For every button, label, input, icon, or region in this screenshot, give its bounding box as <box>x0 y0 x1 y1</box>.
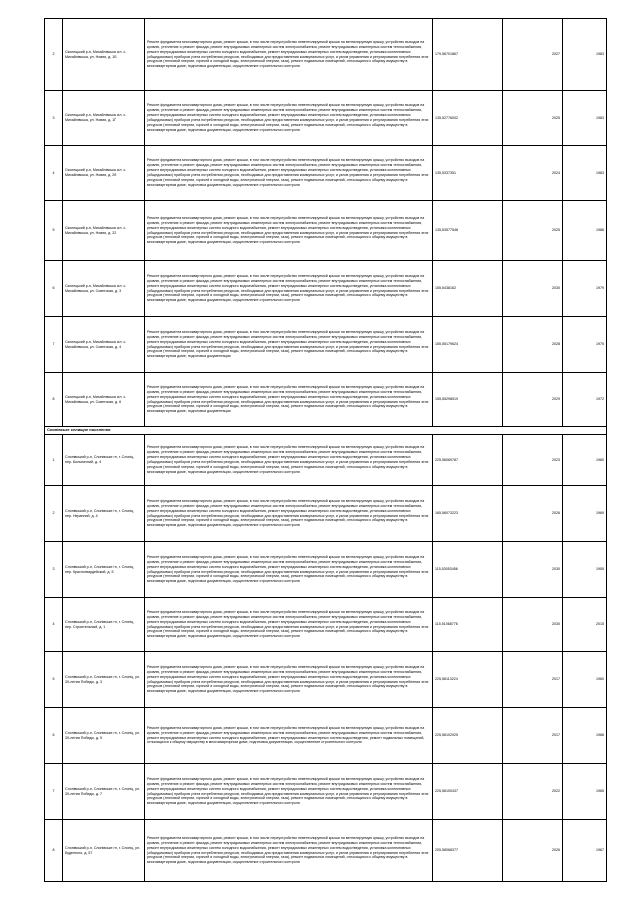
row-built: 1955 <box>563 542 607 598</box>
row-works: Ремонт фундамента многоквартирного дома, ремонт крыши, в том числе переустройство невентилируемой крыши на вентилируемую крышу, устройство выходов на кровлю, утепление и ремонт фасада, ремонт внутридомовых инженерных систем электроснабжения, ремонт внутридомовых инженерных систем теплоснабжения, ремонт внутридомовых инженерных систем холодного водоснабжения, ремонт внутридомовых инженерных систем водоотведения, установка коллективных (общедомовых) приборов учета потребления ресурсов, необходимых для предоставления коммунальных услуг, и узлов управления и регулирования потребления этих ресурсов (тепловой энергии, горячей и холодной воды, электрической энергии, газа), ремонт подвальных помещений, относящихся к общему имуществу в многоквартирном доме, подготовка документации, осуществление строительного контроля <box>145 146 433 201</box>
table-row <box>45 317 607 373</box>
row-number: 3 <box>45 542 63 598</box>
table-body <box>45 19 607 882</box>
table-row <box>45 373 607 427</box>
row-cost: 225,56069787 <box>433 435 503 486</box>
row-cost: 135,52776002 <box>433 91 503 146</box>
row-number: 7 <box>45 764 63 820</box>
row-address: Сколецький р-н, Михайлівська сіл. с. Михайлівська, ул. Советская, д. 3 <box>63 261 145 317</box>
row-year: 2022 <box>503 764 563 820</box>
row-cost: 165,56073223 <box>433 486 503 542</box>
table-row <box>45 91 607 146</box>
row-year: 2017 <box>503 708 563 764</box>
row-built: 1975 <box>563 317 607 373</box>
row-address: Слонівський р-н, Слонівське гп, г. Слонің, пер. Нерапний, д. 4 <box>63 486 145 542</box>
row-built: 1983 <box>563 146 607 201</box>
row-number: 6 <box>45 708 63 764</box>
row-built: 1979 <box>563 261 607 317</box>
table-row <box>45 652 607 708</box>
row-year: 2024 <box>503 146 563 201</box>
row-built: 1967 <box>563 820 607 882</box>
row-works: Ремонт фундамента многоквартирного дома, ремонт крыши, в том числе переустройство невентилируемой крыши на вентилируемую крышу, устройство выходов на кровлю, утепление и ремонт фасада, ремонт внутридомовых инженерных систем электроснабжения, ремонт внутридомовых инженерных систем теплоснабжения, ремонт внутридомовых инженерных систем холодного водоснабжения, ремонт внутридомовых инженерных систем водоотведения, установка коллективных (общедомовых) приборов учета потребления ресурсов, необходимых для предоставления коммунальных услуг, и узлов управления и регулирования потребления этих ресурсов (тепловой энергии, горячей и холодной воды, электрической энергии, газа), ремонт подвальных помещений, относящихся к общему имуществу в многоквартирном доме, подготовка документации <box>145 373 433 427</box>
row-built: 1960 <box>563 435 607 486</box>
capital-repair-table <box>44 18 607 882</box>
table-row <box>45 598 607 652</box>
row-cost: 225,56100437 <box>433 764 503 820</box>
row-year: 2025 <box>503 201 563 261</box>
row-year: 2027 <box>503 19 563 91</box>
row-built: 1965 <box>563 764 607 820</box>
row-address: Слонівський р-н, Слонівське гп, г. Слонің, пер. Красногвардейский, д. 5 <box>63 542 145 598</box>
table-row <box>45 261 607 317</box>
row-cost: 155,5438162 <box>433 261 503 317</box>
row-year: 2026 <box>503 820 563 882</box>
row-built: 1972 <box>563 373 607 427</box>
table-row <box>45 201 607 261</box>
row-address: Сколецький р-н, Михайлівська сіл. с. Михайлівська, ул. Новия, д. 1Ґ <box>63 91 145 146</box>
row-address: Слонівський р-н, Слонівське гп, г. Слонің, ул. 30-летия Победы, д. 3 <box>63 652 145 708</box>
row-number: 2 <box>45 486 63 542</box>
row-cost: 205,58068377 <box>433 820 503 882</box>
table-row <box>45 764 607 820</box>
row-address: Сколецький р-н, Михайлівська сіл. с. Михайлівська, ул. Советская, д. 6 <box>63 373 145 427</box>
row-address: Сколецький р-н, Михайлівська сіл. с. Михайлівська, ул. Новия, д. 2б <box>63 146 145 201</box>
row-address: Сколецький р-н, Михайлівська сіл. с. Михайлівська, ул. Советская, д. 4 <box>63 317 145 373</box>
row-year: 2023 <box>503 435 563 486</box>
row-number: 3 <box>45 91 63 146</box>
row-year: 2025 <box>503 91 563 146</box>
row-built: 1983 <box>563 91 607 146</box>
row-works: Ремонт фундамента многоквартирного дома, ремонт крыши, в том числе переустройство невентилируемой крыши на вентилируемую крышу, устройство выходов на кровлю, утепление и ремонт фасада, ремонт внутридомовых инженерных систем электроснабжения, ремонт внутридомовых инженерных систем теплоснабжения, ремонт внутридомовых инженерных систем холодного водоснабжения, ремонт внутридомовых инженерных систем водоотведения, установка коллективных (общедомовых) приборов учета потребления ресурсов, необходимых для предоставления коммунальных услуг, и узлов управления и регулирования потребления этих ресурсов (тепловой энергии, горячей и холодной воды, электрической энергии, газа), ремонт подвальных помещений, относящихся к общему имуществу в многоквартирном доме, подготовка документации, осуществление строительного контроля <box>145 820 433 882</box>
row-year: 2029 <box>503 373 563 427</box>
row-number: 5 <box>45 652 63 708</box>
row-works: Ремонт фундамента многоквартирного дома, ремонт крыши, в том числе переустройство невентилируемой крыши на вентилируемую крышу, устройство выходов на кровлю, утепление и ремонт фасада, ремонт внутридомовых инженерных систем электроснабжения, ремонт внутридомовых инженерных систем теплоснабжения, ремонт внутридомовых инженерных систем холодного водоснабжения, ремонт внутридомовых инженерных систем водоотведения, установка коллективных (общедомовых) приборов учета потребления ресурсов, необходимых для предоставления коммунальных услуг, и узлов управления и регулирования потребления этих ресурсов (тепловой энергии, горячей и холодной воды, электрической энергии, газа), ремонт подвальных помещений, относящихся к общему имуществу в многоквартирном доме, подготовка документации, осуществление строительного контроля <box>145 486 433 542</box>
row-number: 6 <box>45 261 63 317</box>
row-cost: 135,53577548 <box>433 201 503 261</box>
row-works: Ремонт фундамента многоквартирного дома, ремонт крыши, в том числе переустройство невентилируемой крыши на вентилируемую крышу, устройство выходов на кровлю, утепление и ремонт фасада, ремонт внутридомовых инженерных систем электроснабжения, ремонт внутридомовых инженерных систем теплоснабжения, ремонт внутридомовых инженерных систем холодного водоснабжения, ремонт внутридомовых инженерных систем водоотведения, ремонт подвальных помещений, относящихся к общему имуществу в многоквартирном доме, подготовка документации, осуществление строительного контроля <box>145 708 433 764</box>
row-address: Слонівський р-н, Слонівське гп, г. Слонің, ул. 30-летия Победы, д. 5 <box>63 708 145 764</box>
row-cost: 115,51068776 <box>433 598 503 652</box>
row-built: 2015 <box>563 598 607 652</box>
row-number: 2 <box>45 19 63 91</box>
row-year: 2030 <box>503 542 563 598</box>
table-row <box>45 486 607 542</box>
row-address: Сколецький р-н, Михайлівська сіл. с. Михайлівська, ул. Новия, д. 1Б <box>63 19 145 91</box>
row-built: 1960 <box>563 652 607 708</box>
row-address: Слонівський р-н, Слонівське гп, г. Слонің, ул. Буденного, д. 57 <box>63 820 145 882</box>
row-built: 1983 <box>563 19 607 91</box>
table-row <box>45 708 607 764</box>
row-cost: 115,53053456 <box>433 542 503 598</box>
row-cost: 225,56102925 <box>433 708 503 764</box>
row-number: 8 <box>45 373 63 427</box>
row-address: Слонівський р-н, Слонівське гп, г. Слонің, пер. Больничний, д. 4 <box>63 435 145 486</box>
row-built: 1969 <box>563 486 607 542</box>
table-row <box>45 19 607 91</box>
row-number: 8 <box>45 820 63 882</box>
row-works: Ремонт фундамента многоквартирного дома, ремонт крыши, в том числе переустройство невентилируемой крыши на вентилируемую крышу, устройство выходов на кровлю, утепление и ремонт фасада, ремонт внутридомовых инженерных систем электроснабжения, ремонт внутридомовых инженерных систем теплоснабжения, ремонт внутридомовых инженерных систем холодного водоснабжения, ремонт внутридомовых инженерных систем водоотведения, установка коллективных (общедомовых) приборов учета потребления ресурсов, необходимых для предоставления коммунальных услуг, и узлов управления и регулирования потребления этих ресурсов (тепловой энергии, горячей и холодной воды, электрической энергии, газа), ремонт подвальных помещений, относящихся к общему имуществу в многоквартирном доме, подготовка документации, осуществление строительного контроля <box>145 598 433 652</box>
row-cost: 225,56113224 <box>433 652 503 708</box>
row-number: 7 <box>45 317 63 373</box>
section-header-row <box>45 427 607 435</box>
row-works: Ремонт фундамента многоквартирного дома, ремонт крыши, в том числе переустройство невентилируемой крыши на вентилируемую крышу, устройство выходов на кровлю, утепление и ремонт фасада, ремонт внутридомовых инженерных систем электроснабжения, ремонт внутридомовых инженерных систем теплоснабжения, ремонт внутридомовых инженерных систем холодного водоснабжения, ремонт внутридомовых инженерных систем водоотведения, установка коллективных (общедомовых) приборов учета потребления ресурсов, необходимых для предоставления коммунальных услуг, и узлов управления и регулирования потребления этих ресурсов (тепловой энергии, горячей и холодной воды, электрической энергии, газа), ремонт подвальных помещений, относящихся к общему имуществу в многоквартирном доме, подготовка документации, осуществление строительного контроля <box>145 542 433 598</box>
section-title: Слонівське селищне поселення <box>45 427 607 435</box>
row-year: 2017 <box>503 652 563 708</box>
row-built: 1968 <box>563 708 607 764</box>
row-built: 1986 <box>563 201 607 261</box>
row-works: Ремонт фундамента многоквартирного дома, ремонт крыши, в том числе переустройство невентилируемой крыши на вентилируемую крышу, устройство выходов на кровлю, утепление и ремонт фасада, ремонт внутридомовых инженерных систем электроснабжения, ремонт внутридомовых инженерных систем теплоснабжения, ремонт внутридомовых инженерных систем холодного водоснабжения, ремонт внутридомовых инженерных систем водоотведения, установка коллективных (общедомовых) приборов учета потребления ресурсов, необходимых для предоставления коммунальных услуг, и узлов управления и регулирования потребления этих ресурсов (тепловой энергии, горячей и холодной воды, электрической энергии, газа), ремонт подвальных помещений, относящихся к общему имуществу в многоквартирном доме, подготовка документации, осуществление строительного контроля <box>145 261 433 317</box>
row-cost: 155,55298519 <box>433 373 503 427</box>
row-number: 5 <box>45 201 63 261</box>
row-year: 2030 <box>503 261 563 317</box>
row-cost: 179,56701867 <box>433 19 503 91</box>
row-works: Ремонт фундамента многоквартирного дома, ремонт крыши, в том числе переустройство невентилируемой крыши на вентилируемую крышу, устройство выходов на кровлю, утепление и ремонт фасада, ремонт внутридомовых инженерных систем электроснабжения, ремонт внутридомовых инженерных систем теплоснабжения, ремонт внутридомовых инженерных систем холодного водоснабжения, ремонт внутридомовых инженерных систем водоотведения, установка коллективных (общедомовых) приборов учета потребления ресурсов, необходимых для предоставления коммунальных услуг, и узлов управления и регулирования потребления этих ресурсов (тепловой энергии, горячей и холодной воды, электрической энергии, газа), ремонт подвальных помещений, относящихся к общему имуществу в многоквартирном доме, подготовка документации, осуществление строительного контроля <box>145 764 433 820</box>
row-address: Слонівський р-н, Слонівське гп, г. Слонің, ул. 30-летия Победы, д. 7 <box>63 764 145 820</box>
row-works: Ремонт фундамента многоквартирного дома, ремонт крыши, в том числе переустройство невентилируемой крыши на вентилируемую крышу, устройство выходов на кровлю, утепление и ремонт фасада, ремонт внутридомовых инженерных систем электроснабжения, ремонт внутридомовых инженерных систем теплоснабжения, ремонт внутридомовых инженерных систем холодного водоснабжения, ремонт внутридомовых инженерных систем водоотведения, установка коллективных (общедомовых) приборов учета потребления ресурсов, необходимых для предоставления коммунальных услуг, и узлов управления и регулирования потребления этих ресурсов (тепловой энергии, горячей и холодной воды, электрической энергии, газа), ремонт подвальных помещений, относящихся к общему имуществу в многоквартирном доме, подготовка документации, осуществление строительного контроля <box>145 91 433 146</box>
row-year: 2030 <box>503 598 563 652</box>
row-year: 2028 <box>503 317 563 373</box>
row-number: 4 <box>45 598 63 652</box>
row-works: Ремонт фундамента многоквартирного дома, ремонт крыши, в том числе переустройство невентилируемой крыши на вентилируемую крышу, устройство выходов на кровлю, утепление и ремонт фасада, ремонт внутридомовых инженерных систем электроснабжения, ремонт внутридомовых инженерных систем теплоснабжения, ремонт внутридомовых инженерных систем холодного водоснабжения, ремонт внутридомовых инженерных систем водоотведения, установка коллективных (общедомовых) приборов учета потребления ресурсов, необходимых для предоставления коммунальных услуг, и узлов управления и регулирования потребления этих ресурсов (тепловой энергии, горячей и холодной воды, электрической энергии, газа), ремонт подвальных помещений, относящихся к общему имуществу в многоквартирном доме, подготовка документации, осуществление строительного контроля <box>145 652 433 708</box>
table-row <box>45 435 607 486</box>
row-number: 4 <box>45 146 63 201</box>
row-cost: 135,5337351 <box>433 146 503 201</box>
row-year: 2026 <box>503 486 563 542</box>
table-row <box>45 146 607 201</box>
row-works: Ремонт фундамента многоквартирного дома, ремонт крыши, в том числе переустройство невентилируемой крыши на вентилируемую крышу, устройство выходов на кровлю, утепление и ремонт фасада, ремонт внутридомовых инженерных систем электроснабжения, ремонт внутридомовых инженерных систем теплоснабжения, ремонт внутридомовых инженерных систем холодного водоснабжения, ремонт внутридомовых инженерных систем водоотведения, установка коллективных (общедомовых) приборов учета потребления ресурсов, необходимых для предоставления коммунальных услуг, и узлов управления и регулирования потребления этих ресурсов (тепловой энергии, горячей и холодной воды, электрической энергии, газа), ремонт подвальных помещений, относящихся к общему имуществу в многоквартирном доме, подготовка документации, осуществление строительного контроля <box>145 201 433 261</box>
row-cost: 155,55179624 <box>433 317 503 373</box>
row-address: Сколецький р-н, Михайлівська сіл. с. Михайлівська, ул. Новия, д. 22 <box>63 201 145 261</box>
row-works: Ремонт фундамента многоквартирного дома, ремонт крыши, в том числе переустройство невентилируемой крыши на вентилируемую крышу, устройство выходов на кровлю, утепление и ремонт фасада, ремонт внутридомовых инженерных систем электроснабжения, ремонт внутридомовых инженерных систем теплоснабжения, ремонт внутридомовых инженерных систем холодного водоснабжения, ремонт внутридомовых инженерных систем водоотведения, установка коллективных (общедомовых) приборов учета потребления ресурсов, необходимых для предоставления коммунальных услуг, и узлов управления и регулирования потребления этих ресурсов (тепловой энергии, горячей и холодной воды, электрической энергии, газа), ремонт подвальных помещений, относящихся к общему имуществу в многоквартирном доме, подготовка документации, осуществление строительного контроля <box>145 19 433 91</box>
table-row <box>45 542 607 598</box>
row-address: Слонівський р-н, Слонівське гп, г. Слонің, пер. Строительный, д. 1 <box>63 598 145 652</box>
table-row <box>45 820 607 882</box>
row-works: Ремонт фундамента многоквартирного дома, ремонт крыши, в том числе переустройство невентилируемой крыши на вентилируемую крышу, устройство выходов на кровлю, утепление и ремонт фасада, ремонт внутридомовых инженерных систем электроснабжения, ремонт внутридомовых инженерных систем теплоснабжения, ремонт внутридомовых инженерных систем холодного водоснабжения, ремонт внутридомовых инженерных систем водоотведения, установка коллективных (общедомовых) приборов учета потребления ресурсов, необходимых для предоставления коммунальных услуг, и узлов управления и регулирования потребления этих ресурсов (тепловой энергии, горячей и холодной воды, электрической энергии, газа), ремонт подвальных помещений, относящихся к общему имуществу в многоквартирном доме, подготовка документации <box>145 317 433 373</box>
row-works: Ремонт фундамента многоквартирного дома, ремонт крыши, в том числе переустройство невентилируемой крыши на вентилируемую крышу, устройство выходов на кровлю, утепление и ремонт фасада, ремонт внутридомовых инженерных систем электроснабжения, ремонт внутридомовых инженерных систем теплоснабжения, ремонт внутридомовых инженерных систем холодного водоснабжения, ремонт внутридомовых инженерных систем водоотведения, установка коллективных (общедомовых) приборов учета потребления ресурсов, необходимых для предоставления коммунальных услуг, и узлов управления и регулирования потребления этих ресурсов (тепловой энергии, горячей и холодной воды, электрической энергии, газа), ремонт подвальных помещений, относящихся к общему имуществу в многоквартирном доме, подготовка документации, осуществление строительного контроля <box>145 435 433 486</box>
row-number: 1 <box>45 435 63 486</box>
